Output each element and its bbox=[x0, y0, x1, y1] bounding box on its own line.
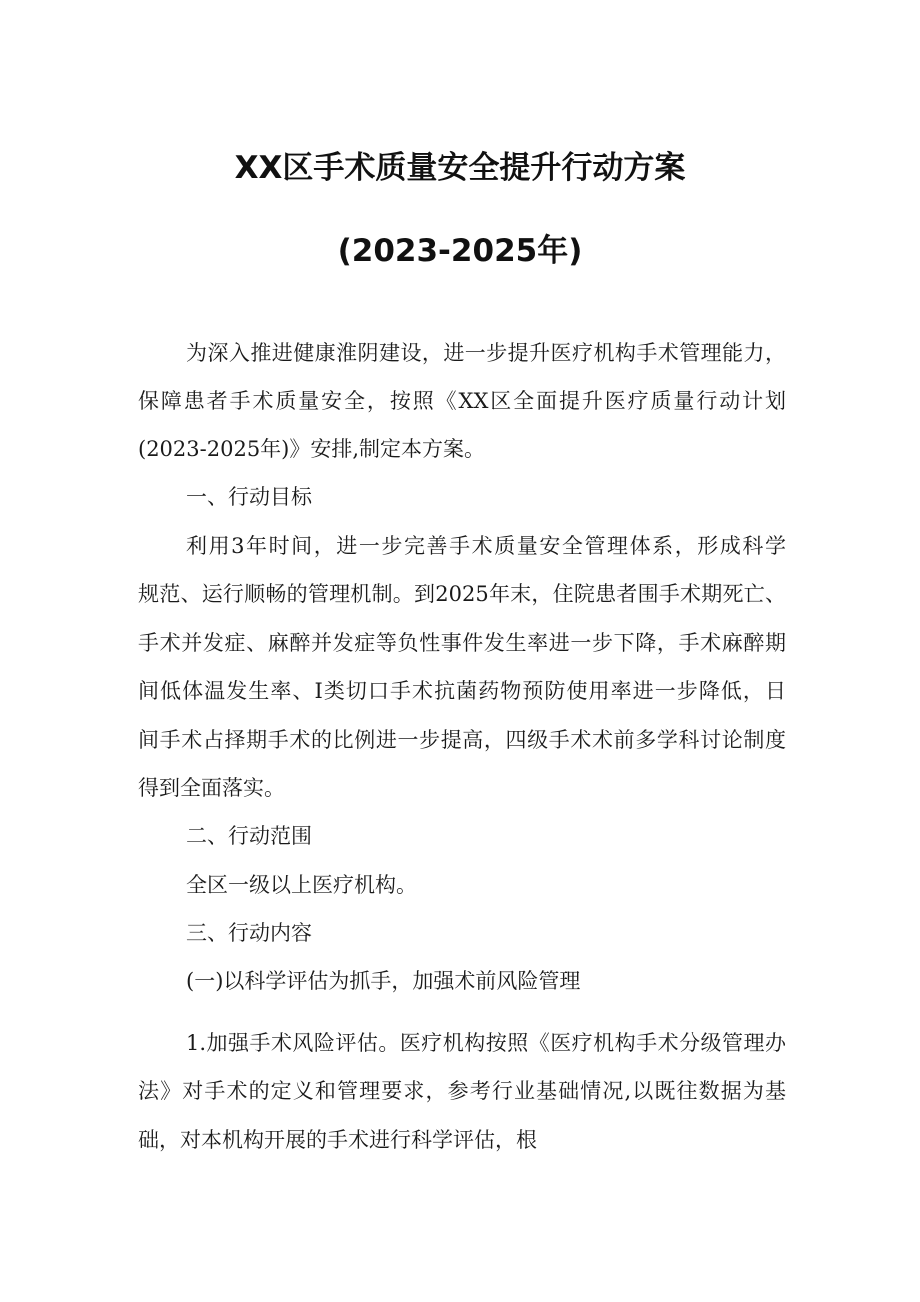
paragraph-goals-line-5: 间手术占择期手术的比例进一步提高，四级手术术前多学科讨论制度 bbox=[138, 728, 786, 752]
paragraph-goals-line-2: 规范、运行顺畅的管理机制。到2025年末，住院患者围手术期死亡、 bbox=[138, 582, 786, 606]
paragraph-scope: 全区一级以上医疗机构。 bbox=[186, 873, 417, 897]
paragraph-intro-line-2: 保障患者手术质量安全，按照《XX区全面提升医疗质量行动计划 bbox=[138, 389, 786, 413]
paragraph-item1-line-1: 1.加强手术风险评估。医疗机构按照《医疗机构手术分级管理办 bbox=[186, 1031, 786, 1055]
paragraph-goals-line-6: 得到全面落实。 bbox=[138, 776, 285, 800]
subsection-heading-1: (一)以科学评估为抓手，加强术前风险管理 bbox=[186, 969, 581, 993]
section-heading-content: 三、行动内容 bbox=[186, 921, 312, 945]
document-subtitle-years: (2023-2025年) bbox=[337, 233, 583, 269]
paragraph-item1-line-2: 法》对手术的定义和管理要求，参考行业基础情况,以既往数据为基 bbox=[138, 1079, 786, 1103]
paragraph-item1-line-3: 础，对本机构开展的手术进行科学评估，根 bbox=[138, 1128, 537, 1152]
document-title: XX区手术质量安全提升行动方案 bbox=[234, 150, 686, 186]
paragraph-goals-line-1: 利用3年时间，进一步完善手术质量安全管理体系，形成科学 bbox=[186, 534, 786, 558]
paragraph-goals-line-3: 手术并发症、麻醉并发症等负性事件发生率进一步下降，手术麻醉期 bbox=[138, 631, 786, 655]
section-heading-scope: 二、行动范围 bbox=[186, 824, 312, 848]
paragraph-intro-line-3: (2023-2025年)》安排,制定本方案。 bbox=[138, 437, 486, 461]
paragraph-intro-line-1: 为深入推进健康淮阴建设，进一步提升医疗机构手术管理能力， bbox=[186, 341, 786, 365]
section-heading-goals: 一、行动目标 bbox=[186, 485, 312, 509]
paragraph-goals-line-4: 间低体温发生率、I类切口手术抗菌药物预防使用率进一步降低，日 bbox=[138, 679, 786, 703]
